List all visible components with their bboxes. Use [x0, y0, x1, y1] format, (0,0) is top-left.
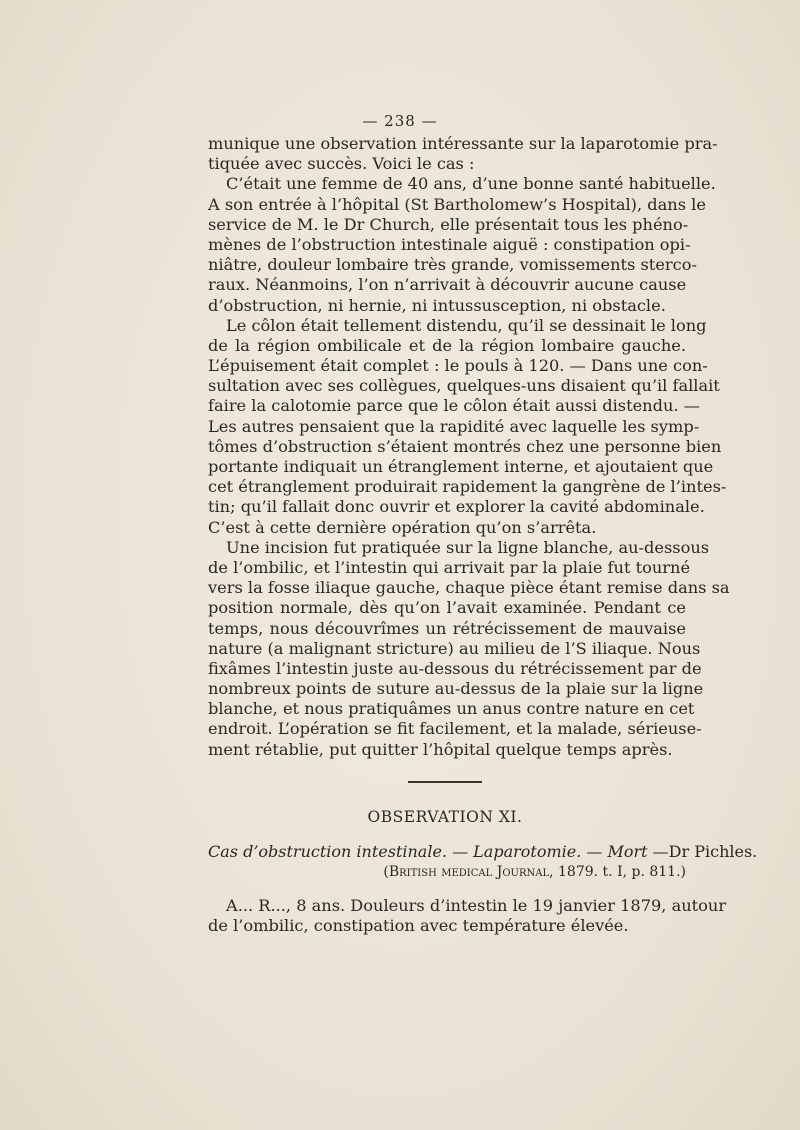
text-line: d’obstruction, ni hernie, ni intussusception, ni obstacle.	[208, 295, 666, 315]
text-line: de l’ombilic, constipation avec température élevée.	[208, 916, 629, 936]
text-line: de l’ombilic, et l’intestin qui arrivait par la plaie fut tourné	[208, 557, 691, 577]
text-line: C’est à cette dernière opération qu’on s’arrêta.	[208, 517, 597, 537]
text-line: nombreux points de suture au-dessus de la plaie sur la ligne	[208, 679, 704, 699]
observation-subtitle-italic: Cas d’obstruction intestinale. — Laparotomie. — Mort —	[208, 842, 669, 861]
text-line: tiquée avec succès. Voici le cas :	[208, 154, 475, 174]
text-line: endroit. L’opération se fit facilement, et la malade, sérieuse-	[208, 719, 702, 739]
text-line: mènes de l’obstruction intestinale aiguë : constipation opi-	[208, 234, 691, 254]
text-line: cet étranglement produirait rapidement la gangrène de l’intes-	[208, 477, 727, 497]
text-line: position normale, dès qu’on l’avait examinée. Pendant ce	[208, 598, 686, 618]
text-line: Le côlon était tellement distendu, qu’il se dessinait le long	[226, 315, 707, 335]
text-line: ment rétablie, put quitter l’hôpital quelque temps après.	[208, 739, 673, 759]
text-line: L’épuisement était complet : le pouls à 120. — Dans une con-	[208, 356, 708, 376]
observation-title: OBSERVATION XI.	[367, 808, 523, 826]
text-line: nature (a malignant stricture) au milieu de l’S iliaque. Nous	[208, 638, 701, 658]
text-line: portante indiquait un étranglement interne, et ajoutaient que	[208, 457, 714, 476]
text-line: niâtre, douleur lombaire très grande, vomissements sterco-	[208, 255, 697, 275]
observation-source	[352, 864, 686, 880]
text-line: temps, nous découvrîmes un rétrécissement de mauvaise	[208, 618, 686, 638]
text-line: faire la calotomie parce que le côlon était aussi distendu. —	[208, 396, 700, 416]
text-line: blanche, et nous pratiquâmes un anus contre nature en cet	[208, 699, 695, 719]
source-reference: , 1879. t. I, p. 811.)	[549, 864, 686, 880]
section-divider	[408, 781, 482, 783]
observation-subtitle	[208, 842, 758, 861]
observation-text	[208, 896, 727, 936]
source-journal: British medical Journal	[388, 864, 550, 880]
page-number: — 238 —	[362, 112, 438, 130]
text-line: munique une observation intéressante sur la laparotomie pra-	[208, 134, 718, 153]
text-line: fixâmes l’intestin juste au-dessous du rétrécissement par de	[208, 658, 702, 678]
text-line: vers la fosse iliaque gauche, chaque pièce étant remise dans sa	[208, 578, 730, 598]
text-line: sultation avec ses collègues, quelques-uns disaient qu’il fallait	[208, 376, 720, 396]
text-line: C’était une femme de 40 ans, d’une bonne santé habituelle.	[226, 174, 716, 194]
main-text	[208, 134, 730, 760]
text-line: raux. Néanmoins, l’on n’arrivait à découvrir aucune cause	[208, 275, 687, 295]
text-line: tômes d’obstruction s’étaient montrés chez une personne bien	[208, 436, 722, 456]
text-line: Les autres pensaient que la rapidité avec laquelle les symp-	[208, 416, 700, 436]
text-line: tin; qu’il fallait donc ouvrir et explorer la cavité abdominale.	[208, 497, 705, 517]
text-line: Une incision fut pratiquée sur la ligne blanche, au-dessous	[226, 537, 710, 557]
text-line: A... R..., 8 ans. Douleurs d’intestin le 19 janvier 1879, autour	[226, 896, 727, 915]
text-line: de la région ombilicale et de la région lombaire gauche.	[208, 335, 686, 355]
text-line: service de M. le Dr Church, elle présentait tous les phéno-	[208, 214, 689, 234]
text-line: A son entrée à l’hôpital (St Bartholomew’s Hospital), dans le	[208, 194, 706, 214]
source-open: (	[383, 864, 389, 880]
observation-author: Dr Pichles.	[668, 842, 758, 861]
